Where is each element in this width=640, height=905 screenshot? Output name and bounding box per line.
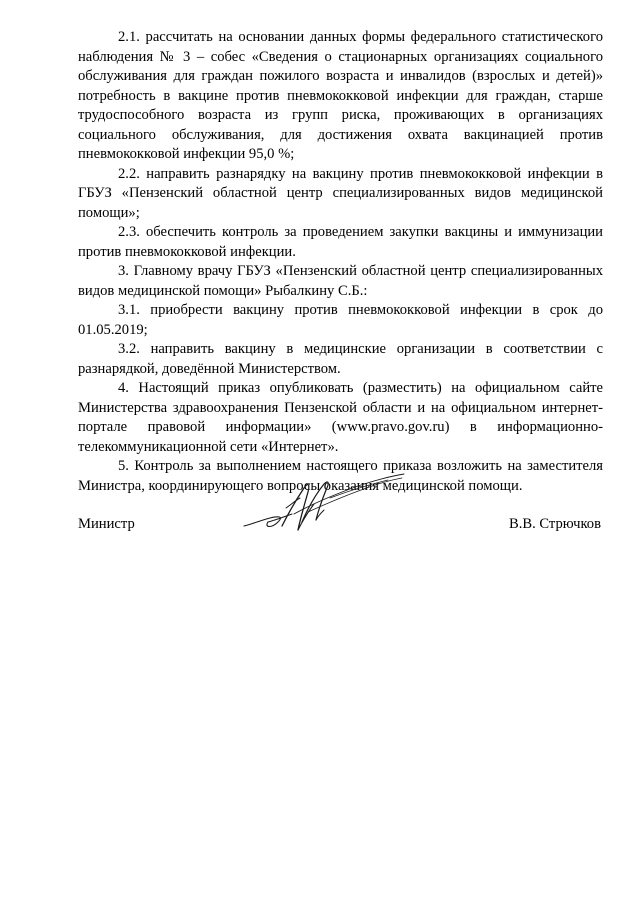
handwritten-signature [238, 464, 410, 552]
signature-block [78, 515, 603, 535]
paragraph-2-2: 2.2. направить разнарядку на вакцину против пневмококковой инфекции в ГБУЗ «Пензенский областной центр специализированных видов медицинской помощи»; [78, 165, 603, 221]
paragraph-4: 4. Настоящий приказ опубликовать (разместить) на официальном сайте Министерства здравоохранения Пензенской области и на официальном интернет-портале правовой информации» (www.pravo.gov.ru) в информационно-телекоммуникационной сети «Интернет». [78, 380, 603, 455]
paragraph-5: 5. Контроль за выполнением настоящего приказа возложить на заместителя Министра, координирующего вопросы оказания медицинской помощи. [78, 458, 603, 494]
paragraph-2-1: 2.1. рассчитать на основании данных формы федерального статистического наблюдения № 3 – собес «Сведения о стационарных организациях социального обслуживания для граждан пожилого возраста и инвалидов (взрослых и детей)» потребность в вакцине против пневмококковой инфекции для граждан, старше трудоспособного возраста из групп риска, проживающих в организациях социального обслуживания, для достижения охвата вакцинацией против пневмококковой инфекции 95,0 %; [78, 29, 603, 162]
document-body [78, 28, 603, 496]
paragraph-3-1: 3.1. приобрести вакцину против пневмококковой инфекции в срок до 01.05.2019; [78, 302, 603, 338]
paragraph-2-3: 2.3. обеспечить контроль за проведением закупки вакцины и иммунизации против пневмококковой инфекции. [78, 224, 603, 260]
signatory-name: В.В. Стрючков [508, 516, 601, 532]
paragraph-3: 3. Главному врачу ГБУЗ «Пензенский областной центр специализированных видов медицинской помощи» Рыбалкину С.Б.: [78, 263, 603, 299]
signatory-title: Министр [78, 516, 135, 532]
paragraph-3-2: 3.2. направить вакцину в медицинские организации в соответствии с разнарядкой, доведённой Министерством. [78, 341, 603, 377]
